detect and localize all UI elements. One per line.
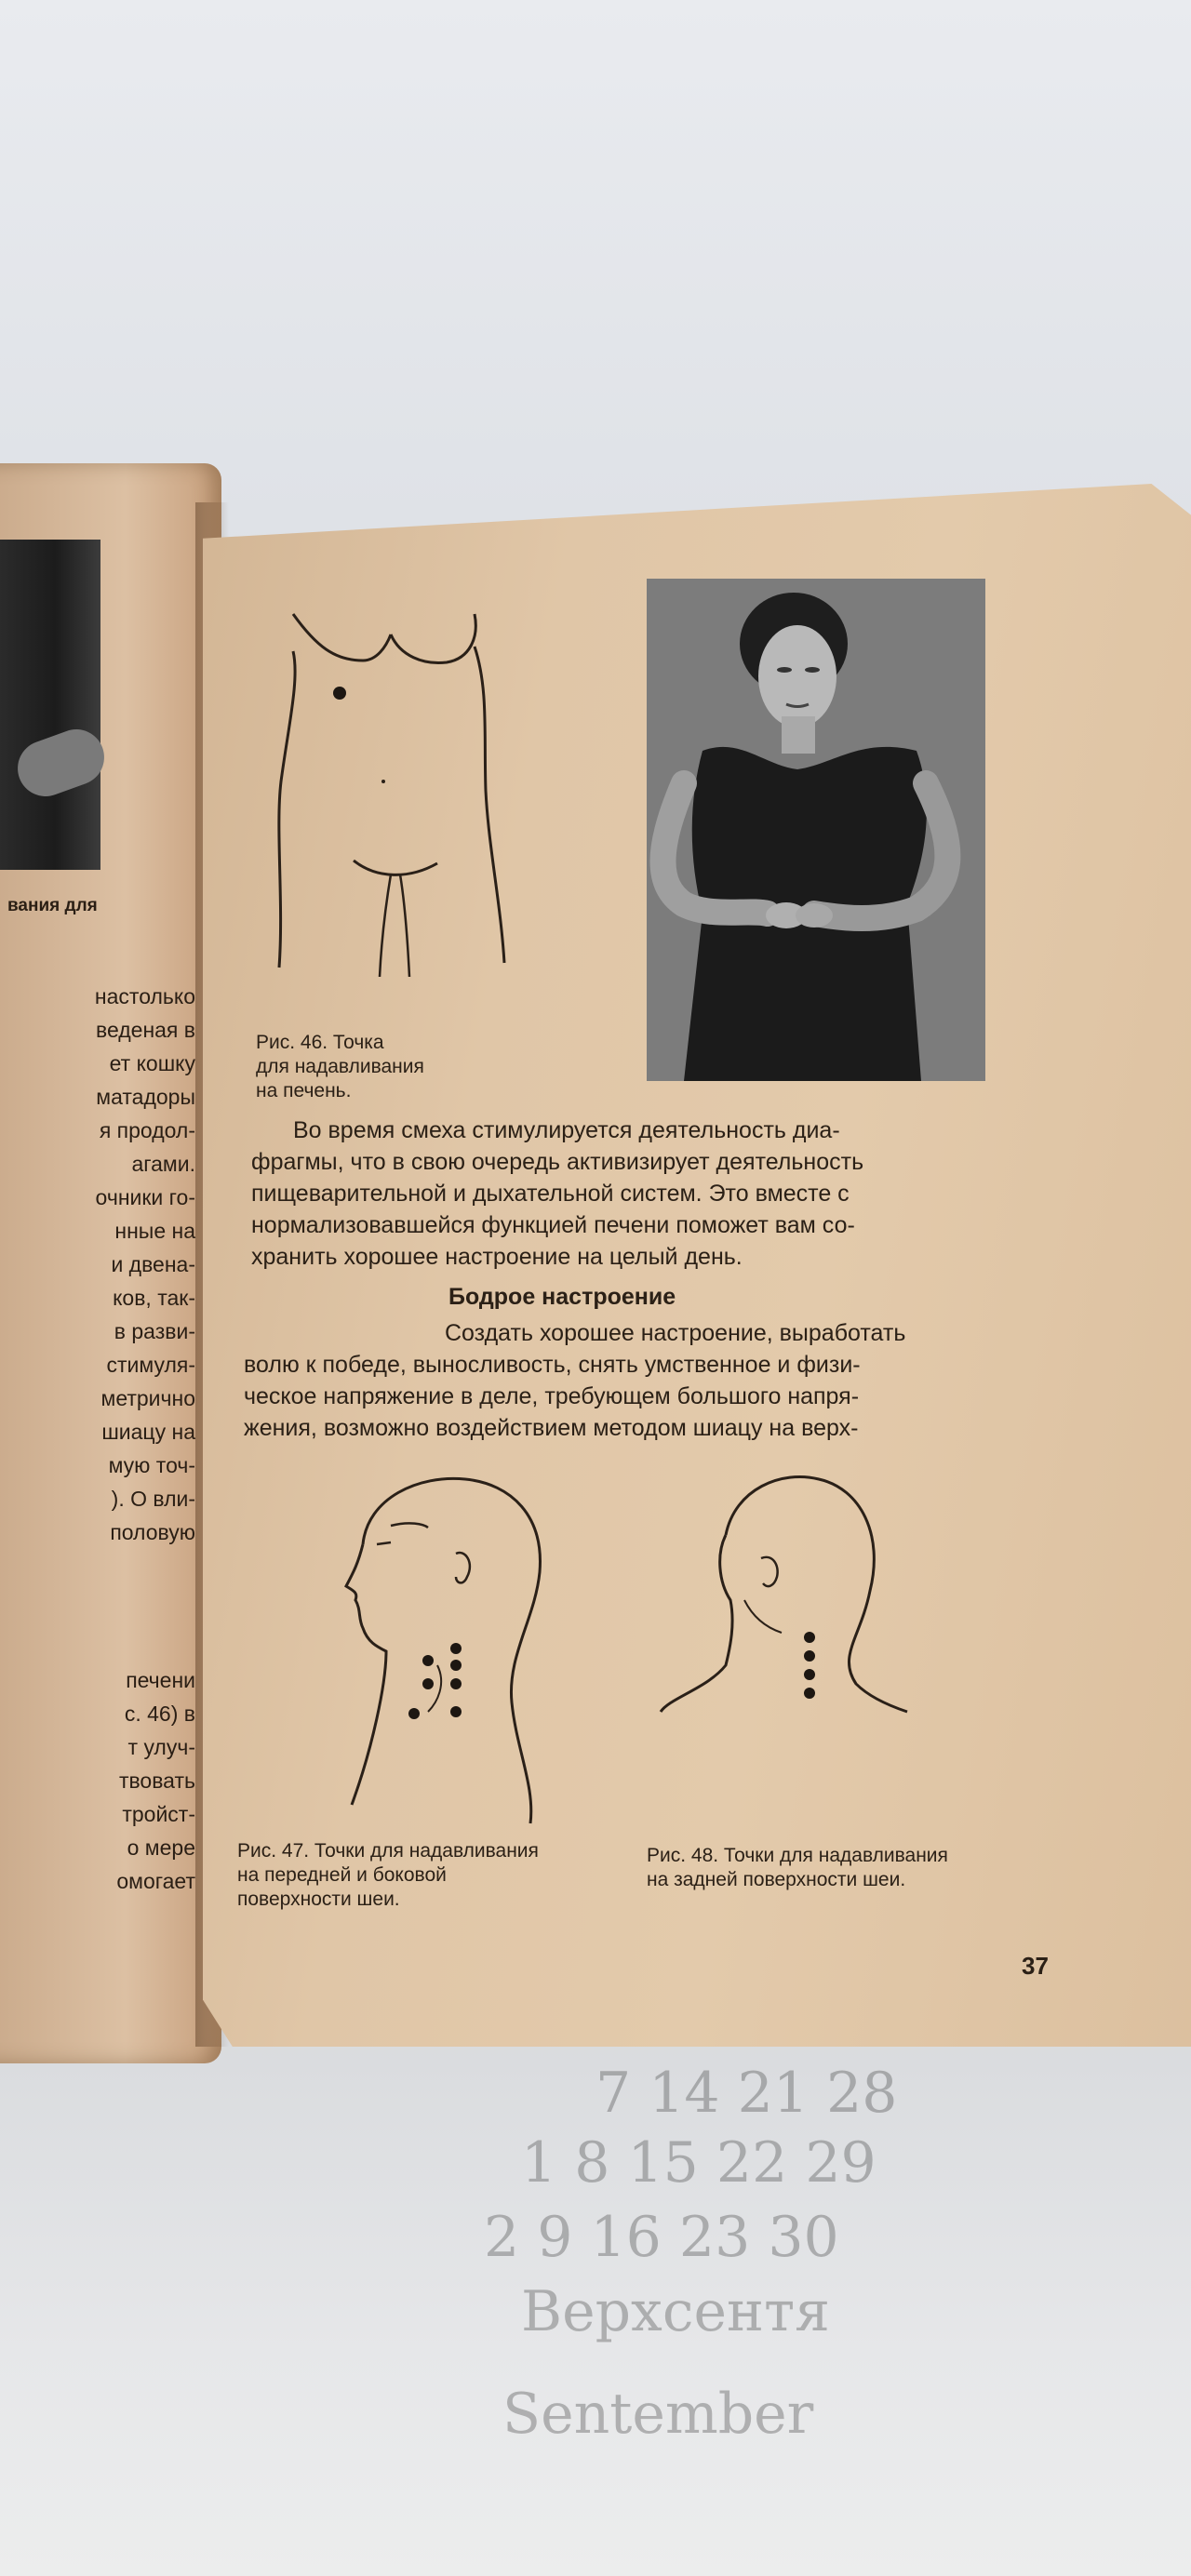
fig46-pressure-point <box>333 687 346 700</box>
fig48-pressure-point <box>804 1650 815 1662</box>
left-text-line: т улуч- <box>127 1735 195 1759</box>
fig47-head-side-drawing <box>335 1470 558 1833</box>
fig48-pressure-point <box>804 1669 815 1680</box>
left-photo <box>0 540 100 870</box>
left-text-line: шиацу на <box>101 1420 195 1444</box>
left-text-line: твовать <box>118 1768 195 1793</box>
fig47-pressure-point <box>422 1655 434 1666</box>
left-text-line: стимуля- <box>106 1353 195 1377</box>
left-text-line: очники го- <box>95 1185 195 1209</box>
left-text-line: агами. <box>131 1152 195 1176</box>
fig47-pressure-point <box>450 1660 462 1671</box>
background-text-line: 1 8 15 22 29 <box>521 2130 877 2196</box>
paragraph-1-line: хранить хорошее настроение на целый день. <box>251 1244 743 1270</box>
left-text-line: тройст- <box>122 1802 195 1826</box>
fig46-caption-line: Рис. 46. Точка <box>256 1032 384 1053</box>
photo-woman-pressing-liver-point <box>647 579 985 1081</box>
fig46-torso-drawing <box>261 595 521 986</box>
fig47-pressure-point <box>408 1708 420 1719</box>
left-text-line: настолько <box>94 984 195 1008</box>
fig48-head-back-drawing <box>651 1461 912 1740</box>
left-text-line: матадоры <box>96 1085 195 1109</box>
paragraph-1-line: нормализовавшейся функцией печени поможет вам со- <box>251 1212 855 1238</box>
fig47-pressure-point <box>422 1678 434 1689</box>
paragraph-1-line: пищеварительной и дыхательной систем. Это вместе с <box>251 1181 850 1207</box>
left-text-line: половую <box>110 1520 195 1544</box>
left-text-line: веденая в <box>95 1018 195 1042</box>
fig47-pressure-point <box>450 1706 462 1717</box>
left-text-line: я продол- <box>99 1118 195 1142</box>
left-text-line: метрично <box>100 1386 195 1410</box>
fig46-caption-line: для надавливания <box>256 1056 424 1077</box>
fig47-pressure-point <box>450 1643 462 1654</box>
left-caption: вания для <box>7 896 98 915</box>
paragraph-1-line: Во время смеха стимулируется деятельность диа- <box>293 1117 840 1143</box>
fig47-caption-line: на передней и боковой <box>237 1864 447 1886</box>
left-text-line: печени <box>126 1668 195 1692</box>
left-text-line: в разви- <box>114 1319 195 1343</box>
background-text-line: 2 9 16 23 30 <box>484 2205 839 2270</box>
fig47-caption-line: Рис. 47. Точки для надавливания <box>237 1840 539 1862</box>
paragraph-2-line: ческое напряжение в деле, требующем большого напря- <box>244 1383 860 1409</box>
left-text-line: с. 46) в <box>124 1702 195 1726</box>
background-text-line: Sentember <box>502 2382 814 2447</box>
fig48-pressure-point <box>804 1632 815 1643</box>
fig48-caption-line: Рис. 48. Точки для надавливания <box>647 1845 948 1866</box>
background-text-line: Верхсентя <box>521 2279 830 2344</box>
left-text-line: омогает <box>116 1869 195 1893</box>
background-text-line: 7 14 21 28 <box>596 2061 898 2126</box>
fig47-caption-line: поверхности шеи. <box>237 1889 400 1910</box>
left-book-page <box>0 463 221 2063</box>
fig46-caption-line: на печень. <box>256 1080 352 1101</box>
fig47-pressure-point <box>450 1678 462 1689</box>
paragraph-2-line: Создать хорошее настроение, выработать <box>445 1320 906 1346</box>
paragraph-2-line: волю к победе, выносливость, снять умственное и физи- <box>244 1352 861 1378</box>
left-photo-arm <box>10 722 113 805</box>
fig46-navel <box>381 780 385 783</box>
left-text-line: мую точ- <box>108 1453 195 1477</box>
left-text-line: ). О вли- <box>111 1487 195 1511</box>
section-heading: Бодрое настроение <box>448 1284 676 1310</box>
left-text-line: нные на <box>114 1219 195 1243</box>
fig48-caption-line: на задней поверхности шеи. <box>647 1869 906 1890</box>
paragraph-1-line: фрагмы, что в свою очередь активизирует деятельность <box>251 1149 864 1175</box>
left-text-line: о мере <box>127 1835 195 1860</box>
page-number: 37 <box>1022 1952 1049 1980</box>
left-text-line: ков, так- <box>113 1286 195 1310</box>
left-text-line: ет кошку <box>109 1051 195 1075</box>
paragraph-2-line: жения, возможно воздействием методом шиацу на верх- <box>244 1415 859 1441</box>
fig48-pressure-point <box>804 1688 815 1699</box>
left-text-line: и двена- <box>111 1252 195 1276</box>
